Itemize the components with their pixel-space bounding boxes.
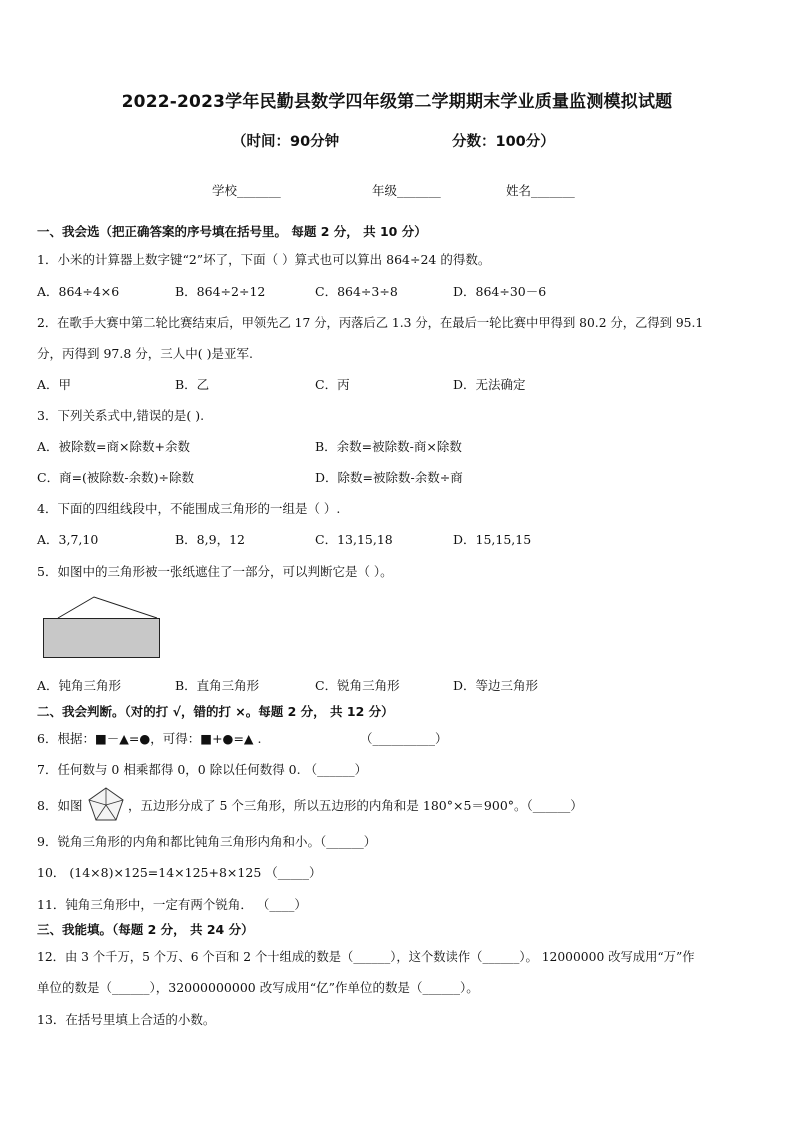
q11-stem: 11．钝角三角形中，一定有两个锐角． （____） [37, 897, 307, 912]
q7-stem: 7．任何数与 0 相乘都得 0，0 除以任何数得 0. （______） [37, 762, 368, 777]
q5-option-c: C．锐角三角形 [315, 678, 400, 693]
school-field[interactable]: 学校_______ [212, 183, 281, 198]
q12-stem-cont: 单位的数是（______），32000000000 改写成用“亿”作单位的数是（______）。 [37, 980, 479, 995]
q3-option-a: A．被除数=商×除数+余数 [37, 439, 190, 454]
q1-option-b: B．864÷2÷12 [175, 284, 266, 299]
q4-option-a: A．3,7,10 [37, 532, 99, 547]
triangle-top-edges [58, 597, 157, 618]
q1-stem: 1．小米的计算器上数字键“2”坏了，下面（ ）算式也可以算出 864÷24 的得数。 [37, 252, 491, 267]
q5-stem: 5．如图中的三角形被一张纸遮住了一部分，可以判断它是（ ）。 [37, 564, 393, 579]
covering-paper [43, 618, 160, 658]
q2-option-b: B．乙 [175, 377, 210, 392]
exam-score: 分数：100分） [452, 134, 555, 150]
q1-option-d: D．864÷30－6 [453, 284, 547, 299]
q5-option-a: A．钝角三角形 [37, 678, 122, 693]
pentagon-figure [87, 786, 125, 822]
section2-heading: 二、我会判断。（对的打 √，错的打 ×。每题 2 分， 共 12 分） [37, 704, 394, 719]
name-field[interactable]: 姓名_______ [506, 183, 575, 198]
q9-stem: 9．锐角三角形的内角和都比钝角三角形内角和小。（______） [37, 834, 377, 849]
section1-heading: 一、我会选（把正确答案的序号填在括号里。 每题 2 分， 共 10 分） [37, 224, 427, 239]
q12-stem: 12．由 3 个千万，5 个万、6 个百和 2 个十组成的数是（______），这个数读作（______）。 12000000 改写成用“万”作 [37, 950, 695, 964]
q4-stem: 4．下面的四组线段中，不能围成三角形的一组是（ ）. [37, 501, 341, 516]
q5-option-d: D．等边三角形 [453, 678, 539, 693]
q8-stem-end: ，五边形分成了 5 个三角形，所以五边形的内角和是 180°×5＝900°。（______） [128, 798, 583, 813]
q13-stem: 13．在括号里填上合适的小数。 [37, 1012, 216, 1027]
q1-option-a: A．864÷4×6 [37, 284, 120, 299]
q3-option-c: C．商=(被除数-余数)÷除数 [37, 470, 194, 485]
exam-time: （时间：90分钟 [232, 134, 340, 150]
q2-option-d: D．无法确定 [453, 377, 526, 392]
section3-heading: 三、我能填。（每题 2 分， 共 24 分） [37, 922, 254, 937]
q5-option-b: B．直角三角形 [175, 678, 260, 693]
q6-stem: 6．根据：■－▲=●，可得：■+●=▲ . [37, 731, 262, 746]
exam-title: 2022-2023学年民勤县数学四年级第二学期期末学业质量监测模拟试题 [121, 92, 673, 112]
q2-option-c: C．丙 [315, 377, 350, 392]
q2-option-a: A．甲 [37, 377, 72, 392]
q1-option-c: C．864÷3÷8 [315, 284, 398, 299]
q4-option-b: B．8,9，12 [175, 532, 245, 547]
q6-answer-blank[interactable]: （__________） [360, 731, 448, 746]
q2-stem: 2．在歌手大赛中第二轮比赛结束后，甲领先乙 17 分，丙落后乙 1.3 分，在最后一轮比赛中甲得到 80.2 分，乙得到 95.1 [37, 316, 704, 330]
q4-option-d: D．15,15,15 [453, 532, 532, 547]
q3-option-d: D．除数=被除数-余数÷商 [315, 470, 463, 485]
q3-stem: 3．下列关系式中,错误的是( ). [37, 408, 205, 423]
q10-stem: 10． (14×8)×125=14×125+8×125 （_____） [37, 865, 322, 880]
q2-stem-cont: 分，丙得到 97.8 分，三人中( )是亚军. [37, 346, 253, 361]
q3-option-b: B．余数=被除数-商×除数 [315, 439, 462, 454]
q4-option-c: C．13,15,18 [315, 532, 393, 547]
q8-stem-start: 8．如图 [37, 798, 83, 813]
grade-field[interactable]: 年级_______ [372, 183, 441, 198]
